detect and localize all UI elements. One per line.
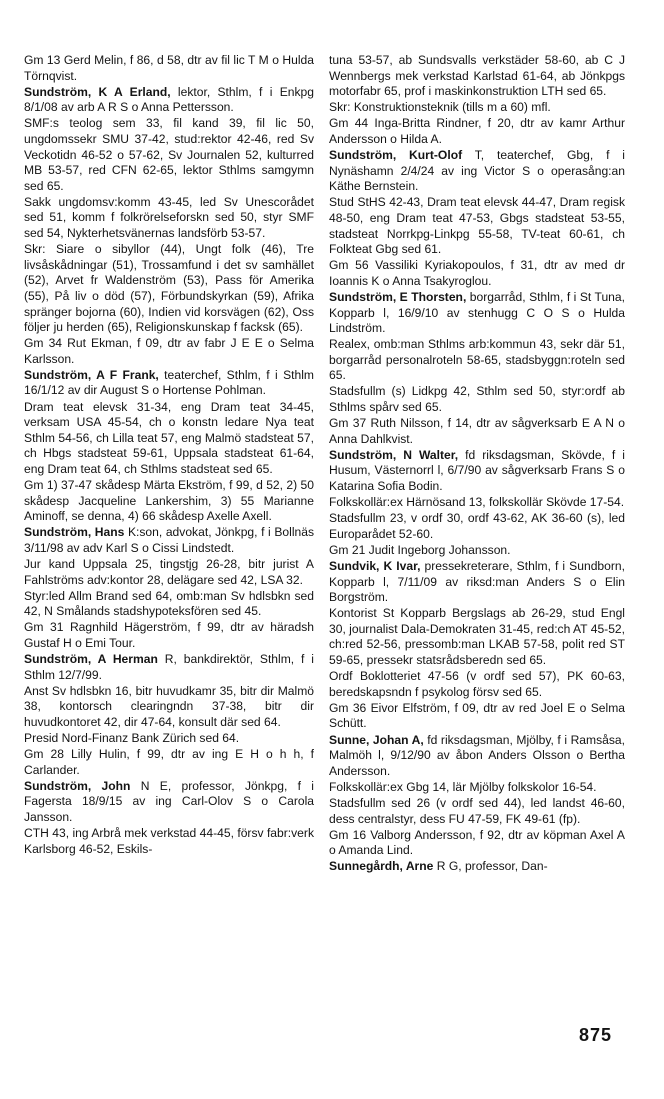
entry-text: Stadsfullm sed 26 (v ordf sed 44), led landst 46-60, dess centralstyr, dess FU 47-59, FK 49-61 (fp). xyxy=(329,795,625,826)
entry-text: SMF:s teolog sem 33, fil kand 39, fil lic 50, ungdomssekr SMU 37-42, stud:rektor 42-46, red Sv Veckotidn 46-52 o 57-62, Sv Journalen 52, kulturred MB 53-57, red CFN 62-65, lektor Sthlms samgymn sed 65. xyxy=(24,116,314,193)
entry-text: Gm 34 Rut Ekman, f 09, dtr av fabr J E E o Selma Karlsson. xyxy=(24,336,314,366)
entry-text: Skr: Siare o sibyllor (44), Ungt folk (46), Tre livsåskådningar (51), Trossamfund i det sv samhället (52), Arvet fr Waldenström (53), Pass för Amerika (55), På liv o död (57), Förbundskyrkan (59), Afrika spränger bojorna (60), Indien vid korsvägen (62), Oss följer ju herden (65), Religionskunskap f facksk (65). xyxy=(24,242,314,335)
biography-entry-heading-paragraph xyxy=(329,859,625,875)
entry-name: Sunne, Johan A, xyxy=(329,732,424,747)
entry-text: Gm 44 Inga-Britta Rindner, f 20, dtr av kamr Arthur Andersson o Hilda A. xyxy=(329,116,625,146)
entry-text: Gm 28 Lilly Hulin, f 99, dtr av ing E H o h h, f Carlander. xyxy=(24,747,314,777)
entry-name: Sundström, K A Erland, xyxy=(24,84,171,99)
entry-text: Skr: Konstruktionsteknik (tills m a 60) mfl. xyxy=(329,100,551,115)
biography-entry-heading-paragraph xyxy=(329,290,625,337)
entry-text: Presid Nord-Finanz Bank Zürich sed 64. xyxy=(24,731,240,746)
entry-name: Sundström, E Thorsten, xyxy=(329,289,467,304)
entry-text: Stadsfullm (s) Lidkpg 42, Sthlm sed 50, styr:ordf ab Sthlms spårv sed 65. xyxy=(329,384,625,415)
biography-paragraph xyxy=(24,747,314,778)
biography-paragraph xyxy=(329,701,625,732)
biography-entry-heading-paragraph xyxy=(24,779,314,826)
biography-entry-heading-paragraph xyxy=(24,368,314,399)
biography-paragraph xyxy=(329,606,625,668)
biography-paragraph xyxy=(329,337,625,384)
entry-text: Gm 31 Ragnhild Hägerström, f 99, dtr av häradsh Gustaf H o Emi Tour. xyxy=(24,620,314,650)
entry-name: Sundström, Kurt-Olof xyxy=(329,148,463,163)
biography-entry-heading-paragraph xyxy=(329,148,625,195)
entry-text: Styr:led Allm Brand sed 64, omb:man Sv hdlsbkn sed 42, N Smålands stadshypoteksfören sed 45. xyxy=(24,588,314,619)
page-number: 875 xyxy=(579,1025,613,1045)
biography-paragraph xyxy=(24,557,314,588)
biography-paragraph xyxy=(329,53,625,100)
entry-name: Sunnegårdh, Arne xyxy=(329,859,434,874)
biography-paragraph xyxy=(329,828,625,859)
biography-paragraph xyxy=(24,731,314,747)
right-column xyxy=(329,53,625,875)
entry-text: Jur kand Uppsala 25, tingstjg 26-28, bitr jurist A Fahlströms adv:kontor 28, delägare sed 42, LSA 32. xyxy=(24,557,314,587)
biography-paragraph xyxy=(329,116,625,147)
entry-name: Sundström, Hans xyxy=(24,525,125,540)
biography-paragraph xyxy=(24,116,314,194)
entry-text: Gm 16 Valborg Andersson, f 92, dtr av köpman Axel A o Amanda Lind. xyxy=(329,827,625,858)
entry-text: T, teaterchef, Gbg, f i Nynäshamn 2/4/24 av ing Victor S o operasång:an Käthe Bernstein. xyxy=(329,148,625,194)
entry-text: teaterchef, Sthlm, f i Sthlm 16/1/12 av dir August S o Hortense Pohlman. xyxy=(24,367,314,398)
biography-paragraph xyxy=(329,796,625,827)
biography-paragraph xyxy=(329,258,625,289)
entry-text: Stadsfullm 23, v ordf 30, ordf 43-62, AK 36-60 (s), led Europarådet 52-60. xyxy=(329,511,625,541)
entry-text: Gm 1) 37-47 skådesp Märta Ekström, f 99, d 52, 2) 50 skådesp Jacqueline Lankershim, 3) 55 Marianne Aminoff, se denna, 4) 66 skådesp Axelle Axell. xyxy=(24,478,314,524)
biography-paragraph xyxy=(329,100,625,116)
entry-text: Kontorist St Kopparb Bergslags ab 26-29, stud Engl 30, journalist Dala-Demokraten 31-45, red:ch AT 45-52, ch:red 52-56, pressomb:man LKAB 57-58, polit red ST 59-65, pressekr statsrådsberedn sed 65. xyxy=(329,606,626,668)
entry-text: Folkskollär:ex Härnösand 13, folkskollär Skövde 17-54. xyxy=(329,495,625,510)
biography-paragraph xyxy=(24,478,314,525)
biography-paragraph xyxy=(329,195,625,257)
biography-paragraph xyxy=(24,53,314,84)
entry-text: Gm 36 Eivor Elfström, f 09, dtr av red Joel E o Selma Schütt. xyxy=(329,700,625,731)
entry-text: lektor, Sthlm, f i Enkpg 8/1/08 av arb A R S o Anna Pettersson. xyxy=(24,84,314,115)
entry-text: Gm 21 Judit Ingeborg Johansson. xyxy=(329,542,511,557)
biography-paragraph xyxy=(329,669,625,700)
entry-text: fd riksdagsman, Mjölby, f i Ramsåsa, Malmöh l, 9/12/90 av åbon Anders Olsson o Bertha Andersson. xyxy=(329,732,626,778)
entry-text: K:son, advokat, Jönkpg, f i Bollnäs 3/11/98 av adv Karl S o Cissi Lindstedt. xyxy=(24,525,314,555)
entry-text: Ordf Boklotteriet 47-56 (v ordf sed 57), PK 60-63, beredskapsndn f psykolog försv sed 65. xyxy=(329,669,625,699)
entry-text: Sakk ungdomsv:komm 43-45, led Sv Unescorådet sed 51, komm f folkrörelseforskn sed 50, styr SMF sed 54, Nykterhetsvänernas landsförb 53-57. xyxy=(24,194,314,241)
biography-paragraph xyxy=(24,242,314,336)
entry-text: N E, professor, Jönkpg, f i Fagersta 18/9/15 av ing Carl-Olov S o Carola Jansson. xyxy=(24,778,314,824)
biography-paragraph xyxy=(24,589,314,620)
biography-paragraph xyxy=(329,511,625,542)
biography-entry-heading-paragraph xyxy=(329,448,625,495)
entry-text: Dram teat elevsk 31-34, eng Dram teat 34-45, verksam USA 45-54, ch o konstn ledare Nya teat Sthlm 54-56, ch Lilla teat 57, eng Malmö stadsteat 57, ch Hbgs stadsteat 59-61, Uppsala stadsteat 61-64, eng Dram teat 64, ch Sthlms stadsteat sed 65. xyxy=(24,399,314,476)
entry-text: Stud StHS 42-43, Dram teat elevsk 44-47, Dram regisk 48-50, eng Dram teat 47-53, Gbgs stadsteat 53-55, stadsteat Norrkpg-Linkpg 55-58, TV-teat 60-61, ch Folkteat Gbg sed 61. xyxy=(329,195,625,257)
biography-paragraph xyxy=(24,620,314,651)
entry-text: Gm 13 Gerd Melin, f 86, d 58, dtr av fil lic T M o Hulda Törnqvist. xyxy=(24,53,314,83)
entry-text: borgarråd, Sthlm, f i St Tuna, Kopparb l, 16/9/10 av stenhugg C O S o Hulda Lindström. xyxy=(329,289,625,336)
biography-paragraph xyxy=(329,780,625,796)
biography-paragraph xyxy=(24,400,314,478)
biography-entry-heading-paragraph xyxy=(24,85,314,116)
entry-name: Sundström, A F Frank, xyxy=(24,367,159,382)
biography-paragraph xyxy=(329,495,625,511)
entry-name: Sundvik, K Ivar, xyxy=(329,559,421,573)
entry-text: CTH 43, ing Arbrå mek verkstad 44-45, försv fabr:verk Karlsborg 46-52, Eskils- xyxy=(24,826,314,856)
biography-paragraph xyxy=(24,684,314,731)
biography-entry-heading-paragraph xyxy=(329,733,625,780)
left-column xyxy=(24,53,314,858)
entry-text: Gm 56 Vassiliki Kyriakopoulos, f 31, dtr av med dr Ioannis K o Anna Tsakyroglou. xyxy=(329,258,625,288)
biography-paragraph xyxy=(329,543,625,559)
entry-text: tuna 53-57, ab Sundsvalls verkstäder 58-60, ab C J Wennbergs mek verkstad Karlstad 61-64, ab Jönkpgs motorfabr 65, prof i maskinkonstruktion LTH sed 65. xyxy=(329,53,625,99)
entry-text: Anst Sv hdlsbkn 16, bitr huvudkamr 35, bitr dir Malmö 38, kontorsch clearingndn 37-38, bitr dir huvudkontoret 42, dir 47-64, konsult där sed 64. xyxy=(24,683,314,729)
biography-paragraph xyxy=(329,384,625,415)
entry-text: pressekreterare, Sthlm, f i Sundborn, Kopparb l, 7/11/09 av riksd:man Anders S o Elin Borgström. xyxy=(329,559,625,605)
entry-text: R G, professor, Dan- xyxy=(433,859,548,874)
entry-name: Sundström, John xyxy=(24,778,131,793)
biography-paragraph xyxy=(24,195,314,242)
entry-text: Gm 37 Ruth Nilsson, f 14, dtr av sågverksarb E A N o Anna Dahlkvist. xyxy=(329,416,625,446)
entry-text: fd riksdagsman, Skövde, f i Husum, Västernorrl l, 6/7/90 av sågverksarb Frans S o Katarina Sofia Bodin. xyxy=(329,447,625,494)
entry-text: R, bankdirektör, Sthlm, f i Sthlm 12/7/99. xyxy=(24,652,314,682)
biography-entry-heading-paragraph xyxy=(329,559,625,606)
entry-text: Realex, omb:man Sthlms arb:kommun 43, sekr där 51, borgarråd personalroteln 58-65, stadsbyggn:roteln sed 65. xyxy=(329,337,625,383)
entry-name: Sundström, N Walter, xyxy=(329,447,459,462)
biography-paragraph xyxy=(24,336,314,367)
entry-text: Folkskollär:ex Gbg 14, lär Mjölby folkskolor 16-54. xyxy=(329,779,597,794)
biography-paragraph xyxy=(24,826,314,857)
entry-name: Sundström, A Herman xyxy=(24,652,158,667)
biography-entry-heading-paragraph xyxy=(24,652,314,683)
biography-entry-heading-paragraph xyxy=(24,525,314,556)
biography-paragraph xyxy=(329,416,625,447)
